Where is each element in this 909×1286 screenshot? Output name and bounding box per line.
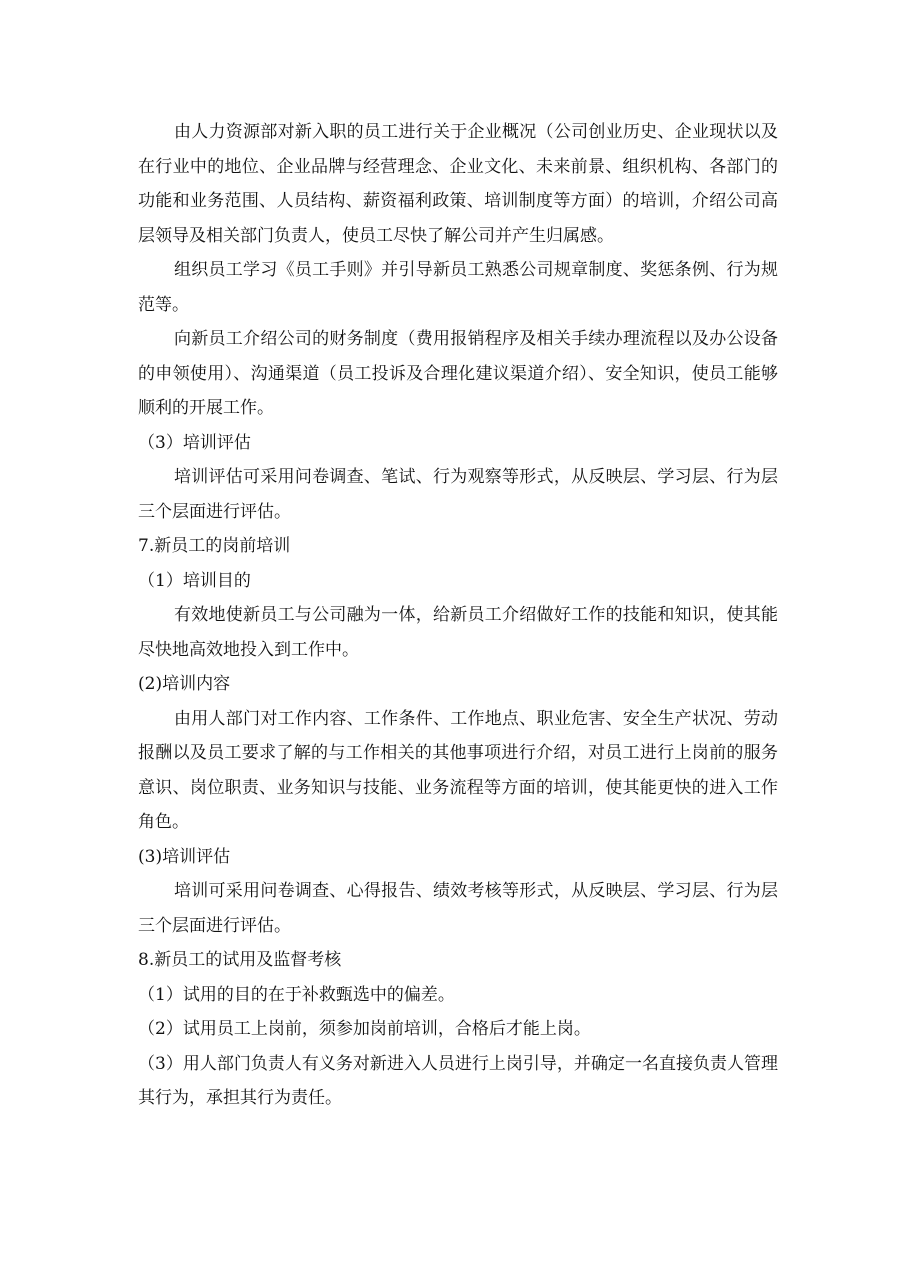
paragraph-evaluation-methods-2: 培训可采用问卷调查、心得报告、绩效考核等形式，从反映层、学习层、行为层三个层面进行评估。 (138, 881, 778, 936)
section-heading-7: 7.新员工的岗前培训 (138, 536, 291, 556)
paragraph-evaluation-methods-1: 培训评估可采用问卷调查、笔试、行为观察等形式，从反映层、学习层、行为层三个层面进行评估。 (138, 467, 778, 522)
heading-training-content: (2)培训内容 (138, 674, 231, 694)
list-item-probation-2: （2）试用员工上岗前，须参加岗前培训，合格后才能上岗。 (138, 1019, 591, 1039)
heading-training-purpose: （1）培训目的 (138, 570, 251, 591)
document-page (138, 115, 778, 1116)
list-item-probation-3: （3）用人部门负责人有义务对新进入人员进行上岗引导，并确定一名直接负责人管理其行为，承担其行为责任。 (138, 1053, 778, 1108)
paragraph-company-orientation: 由人力资源部对新入职的员工进行关于企业概况（公司创业历史、企业现状以及在行业中的地位、企业品牌与经营理念、企业文化、未来前景、组织机构、各部门的功能和业务范围、人员结构、薪资福利政策、培训制度等方面）的培训，介绍公司高层领导及相关部门负责人，使员工尽快了解公司并产生归属感。 (138, 122, 778, 246)
section-heading-8: 8.新员工的试用及监督考核 (138, 950, 342, 970)
paragraph-employee-handbook: 组织员工学习《员工手则》并引导新员工熟悉公司规章制度、奖惩条例、行为规范等。 (138, 260, 778, 315)
heading-training-evaluation-2: (3)培训评估 (138, 846, 231, 867)
paragraph-training-content: 由用人部门对工作内容、工作条件、工作地点、职业危害、安全生产状况、劳动报酬以及员工要求了解的与工作相关的其他事项进行介绍，对员工进行上岗前的服务意识、岗位职责、业务知识与技能、业务流程等方面的培训，使其能更快的进入工作角色。 (138, 708, 778, 832)
paragraph-finance-introduction: 向新员工介绍公司的财务制度（费用报销程序及相关手续办理流程以及办公设备的申领使用）、沟通渠道（员工投诉及合理化建议渠道介绍）、安全知识，使员工能够顺利的开展工作。 (138, 329, 778, 418)
paragraph-training-purpose: 有效地使新员工与公司融为一体，给新员工介绍做好工作的技能和知识，使其能尽快地高效地投入到工作中。 (138, 605, 778, 660)
heading-training-evaluation-1: （3）培训评估 (138, 432, 251, 453)
list-item-probation-1: （1）试用的目的在于补救甄选中的偏差。 (138, 984, 455, 1005)
